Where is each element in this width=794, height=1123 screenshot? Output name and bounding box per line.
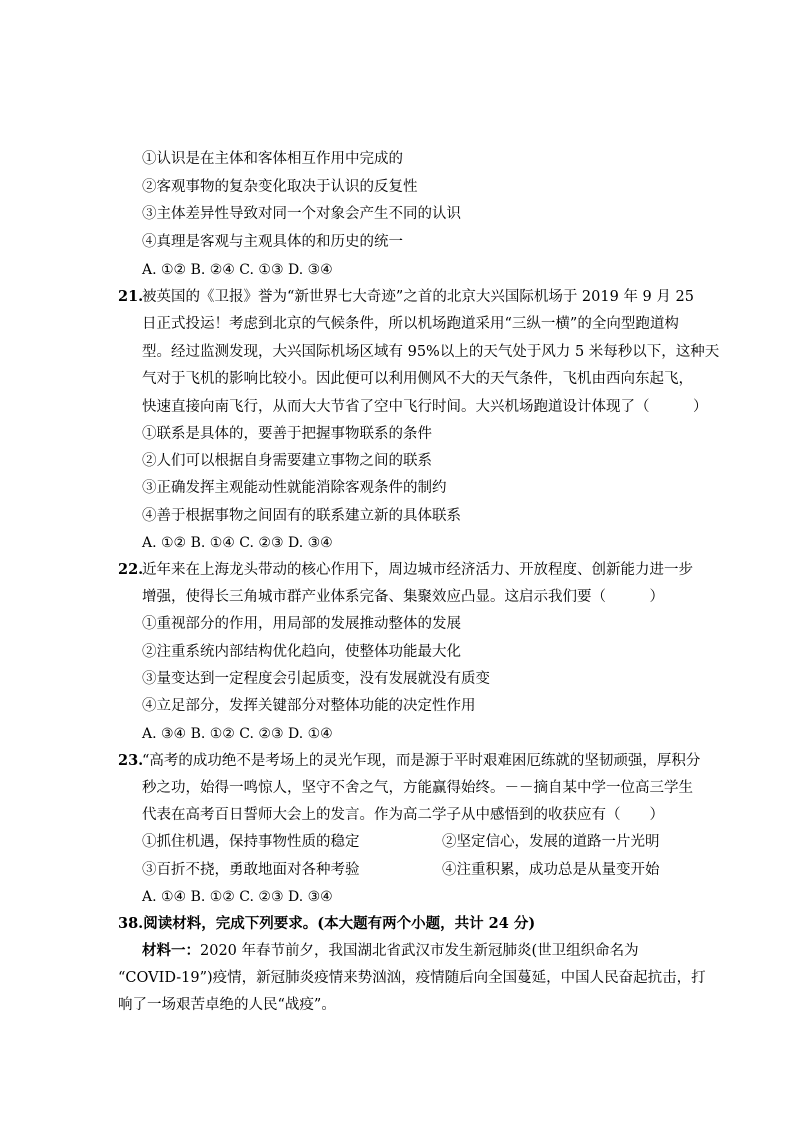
q21-stem-line-4: 气对于飞机的影响比较小。因此便可以利用侧风不大的天气条件，飞机由西向东起飞， xyxy=(142,371,693,387)
q21-option-1: ①联系是具体的，要善于把握事物联系的条件 xyxy=(142,426,432,442)
q21-option-2: ②人们可以根据自身需要建立事物之间的联系 xyxy=(142,453,432,469)
q22-option-2: ②注重系统内部结构优化趋向，使整体功能最大化 xyxy=(142,644,461,660)
q21-stem-line-1: 被英国的《卫报》誉为“新世界七大奇迹”之首的北京大兴国际机场于 2019 年 9 月 25 xyxy=(142,289,694,305)
q23-stem-line-1: “高考的成功绝不是考场上的灵光乍现，而是源于平时艰难困厄练就的坚韧顽强，厚积分 xyxy=(142,753,701,769)
option-1: ①认识是在主体和客体相互作用中完成的 xyxy=(142,151,403,167)
q38-material-line-1 xyxy=(142,942,639,960)
q23-option-1: ①抓住机遇，保持事物性质的稳定 xyxy=(142,834,360,850)
q21-option-4: ④善于根据事物之间固有的联系建立新的具体联系 xyxy=(142,508,461,524)
option-2: ②客观事物的复杂变化取决于认识的反复性 xyxy=(142,179,418,195)
answer-choices: A. ①② B. ②④ C. ①③ D. ③④ xyxy=(142,262,333,278)
q23-option-4: ④注重积累，成功总是从量变开始 xyxy=(442,862,660,878)
q21-stem-line-2: 日正式投运！考虑到北京的气候条件，所以机场跑道采用“三纵一横”的全向型跑道构 xyxy=(142,316,679,332)
option-4: ④真理是客观与主观具体的和历史的统一 xyxy=(142,234,403,250)
q21-stem-line-5: 快速直接向南飞行，从而大大节省了空中飞行时间。大兴机场跑道设计体现了（ ） xyxy=(142,399,708,415)
q22-stem-line-2: 增强，使得长三角城市群产业体系完备、集聚效应凸显。这启示我们要（ ） xyxy=(142,589,664,605)
option-3: ③主体差异性导致对同一个对象会产生不同的认识 xyxy=(142,206,461,222)
q21-stem-line-3: 型。经过监测发现，大兴国际机场区域有 95%以上的天气处于风力 5 米每秒以下，这种天 xyxy=(142,344,720,360)
question-number-23: 23. xyxy=(118,752,144,769)
q38-heading: 38.阅读材料，完成下列要求。(本大题有两个小题，共计 24 分) xyxy=(118,915,536,932)
q23-option-2: ②坚定信心，发展的道路一片光明 xyxy=(442,834,660,850)
q23-stem-line-2: 秒之功，始得一鸣惊人，坚守不舍之气，方能赢得始终。－－摘自某中学一位高三学生 xyxy=(142,780,693,796)
q22-option-4: ④立足部分，发挥关键部分对整体功能的决定性作用 xyxy=(142,698,476,714)
q22-stem-line-1: 近年来在上海龙头带动的核心作用下，周边城市经济活力、开放程度、创新能力进一步 xyxy=(142,562,693,578)
q23-answer-choices: A. ①④ B. ①② C. ②③ D. ③④ xyxy=(142,889,333,905)
material-label: 材料一： xyxy=(142,942,200,959)
q22-answer-choices: A. ③④ B. ①② C. ②③ D. ①④ xyxy=(142,726,333,742)
q38-material-line-2: “COVID-19”)疫情，新冠肺炎疫情来势汹汹，疫情随后向全国蔓延，中国人民奋起抗击，打 xyxy=(118,970,706,986)
material-text-1: 2020 年春节前夕，我国湖北省武汉市发生新冠肺炎(世卫组织命名为 xyxy=(200,943,639,959)
q23-option-3: ③百折不挠，勇敢地面对各种考验 xyxy=(142,862,360,878)
question-number-21: 21. xyxy=(118,288,144,305)
q21-option-3: ③正确发挥主观能动性就能消除客观条件的制约 xyxy=(142,480,447,496)
question-number-22: 22. xyxy=(118,561,144,578)
q23-stem-line-3: 代表在高考百日誓师大会上的发言。作为高二学子从中感悟到的收获应有（ ） xyxy=(142,807,664,823)
q21-answer-choices: A. ①② B. ①④ C. ②③ D. ③④ xyxy=(142,535,333,551)
q22-option-1: ①重视部分的作用，用局部的发展推动整体的发展 xyxy=(142,616,461,632)
q38-material-line-3: 响了一场艰苦卓绝的人民“战疫”。 xyxy=(118,997,336,1013)
q22-option-3: ③量变达到一定程度会引起质变，没有发展就没有质变 xyxy=(142,671,490,687)
